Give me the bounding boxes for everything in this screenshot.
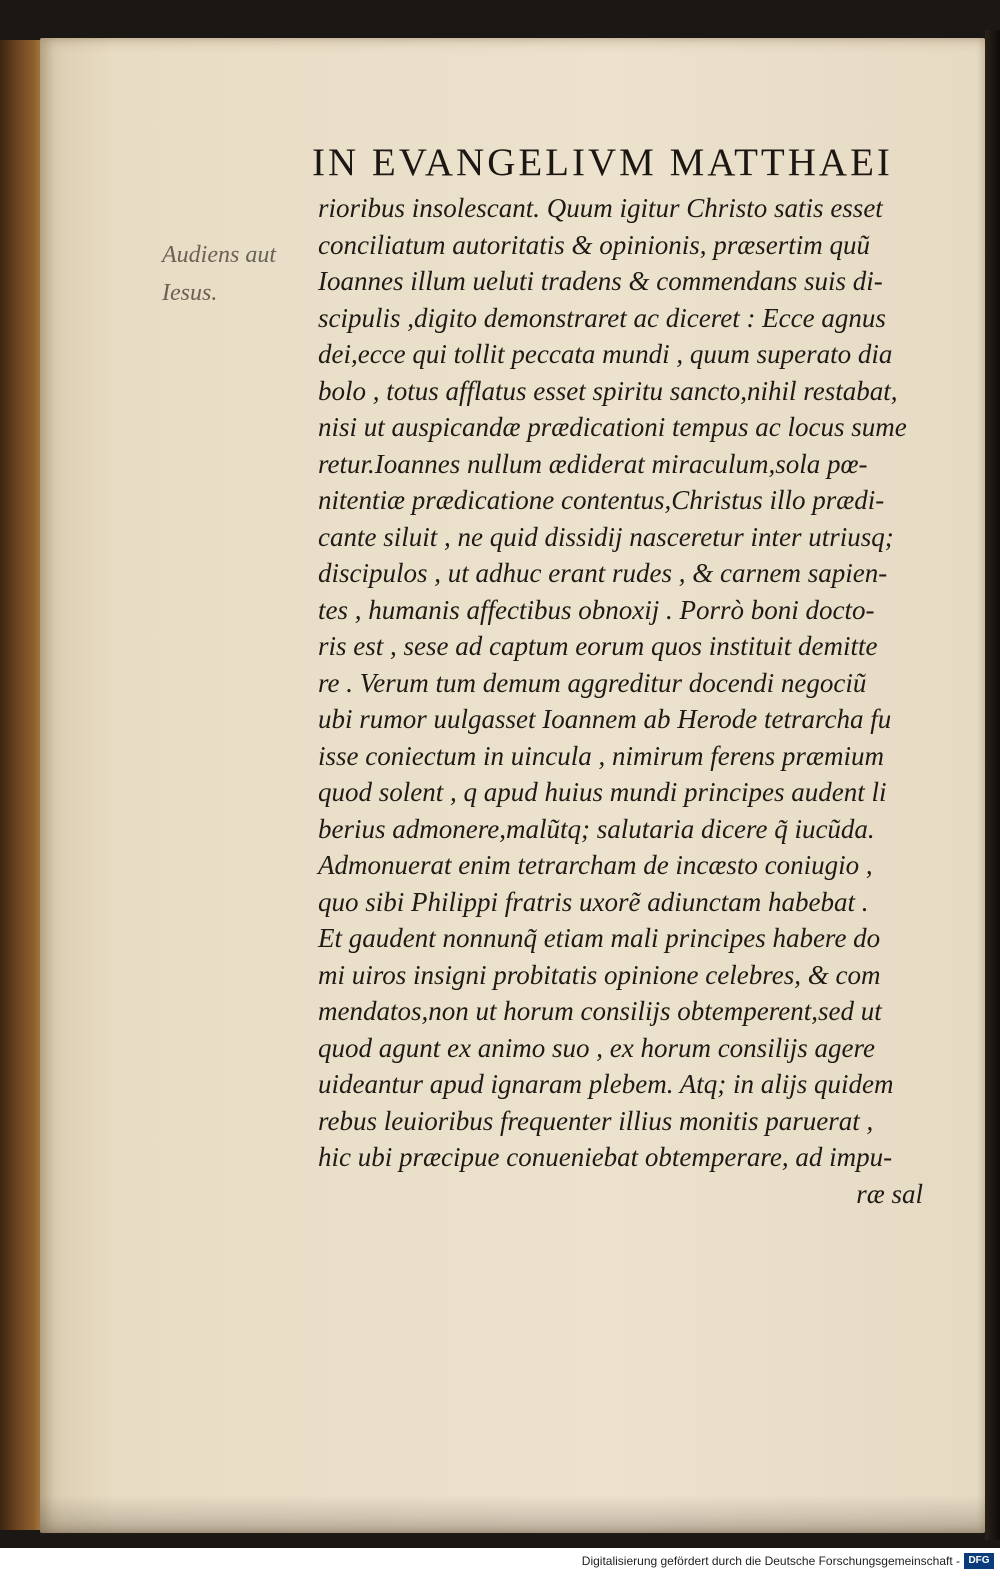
text-line: Et gaudent nonnunq̃ etiam mali principes habere do xyxy=(318,923,881,953)
text-line: cante siluit , ne quid dissidij nasceretur inter utriusq; xyxy=(318,521,894,552)
text-line: discipulos , ut adhuc erant rudes , & carnem sapien- xyxy=(318,558,888,588)
text-line: tes , humanis affectibus obnoxij . Porrò boni docto- xyxy=(318,594,875,625)
text-line: isse coniectum in uincula , nimirum ferens præmium xyxy=(318,740,884,771)
text-line: bolo , totus afflatus esset spiritu sancto,nihil restabat, xyxy=(318,375,898,406)
text-line: ris est , sese ad captum eorum quos instituit demitte xyxy=(318,631,878,661)
dfg-logo: DFG xyxy=(964,1553,994,1569)
text-line: conciliatum autoritatis & opinionis, præsertim quũ xyxy=(318,229,871,260)
text-line: mi uiros insigni probitatis opinione celebres, & com xyxy=(318,959,881,990)
running-head: IN EVANGELIVM MATTHAEI xyxy=(312,141,893,184)
text-line: quod agunt ex animo suo , ex horum consilijs agere xyxy=(318,1032,875,1063)
text-line: nitentiæ prædicatione contentus,Christus illo prædi- xyxy=(318,485,885,515)
text-line: rioribus insolescant. Quum igitur Christo satis esset xyxy=(318,193,883,223)
funding-credit: Digitalisierung gefördert durch die Deutsche Forschungsgemeinschaft - xyxy=(581,1554,960,1568)
text-line: quod solent , q apud huius mundi principes audent li xyxy=(318,777,887,807)
marginal-note-line: Iesus. xyxy=(162,280,218,306)
digitization-footer xyxy=(0,1548,1000,1576)
marginal-note-line: Audiens aut xyxy=(162,242,276,268)
text-line: nisi ut auspicandæ prædicationi tempus ac locus sume xyxy=(318,412,907,442)
text-line: mendatos,non ut horum consilijs obtemperent,sed ut xyxy=(318,996,882,1026)
text-line: scipulis ,digito demonstraret ac diceret : Ecce agnus xyxy=(318,302,886,333)
text-line: Ioannes illum ueluti tradens & commendans suis di- xyxy=(318,266,883,296)
text-line: hic ubi præcipue conueniebat obtemperare, ad impu- xyxy=(318,1142,893,1172)
text-line: retur.Ioannes nullum ædiderat miraculum,sola pœ- xyxy=(318,448,868,479)
page-bottom-shadow xyxy=(40,1495,985,1535)
catchword: ræ sal xyxy=(856,1178,923,1209)
text-line: dei,ecce qui tollit peccata mundi , quum superato dia xyxy=(318,339,893,369)
body-text xyxy=(318,190,943,1212)
marginal-note xyxy=(162,236,312,312)
text-line: ubi rumor uulgasset Ioannem ab Herode tetrarcha fu xyxy=(318,704,892,734)
text-line: Admonuerat enim tetrarcham de incæsto coniugio , xyxy=(318,850,873,880)
text-line: rebus leuioribus frequenter illius monitis paruerat , xyxy=(318,1105,874,1136)
text-line: uideantur apud ignaram plebem. Atq; in alijs quidem xyxy=(318,1069,894,1099)
book-right-edge xyxy=(985,30,1000,1540)
text-line: quo sibi Philippi fratris uxorẽ adiunctam habebat . xyxy=(318,886,869,917)
text-line: re . Verum tum demum aggreditur docendi negociũ xyxy=(318,667,867,698)
text-line: berius admonere,malũtq; salutaria dicere q̃ iucũda. xyxy=(318,813,875,844)
